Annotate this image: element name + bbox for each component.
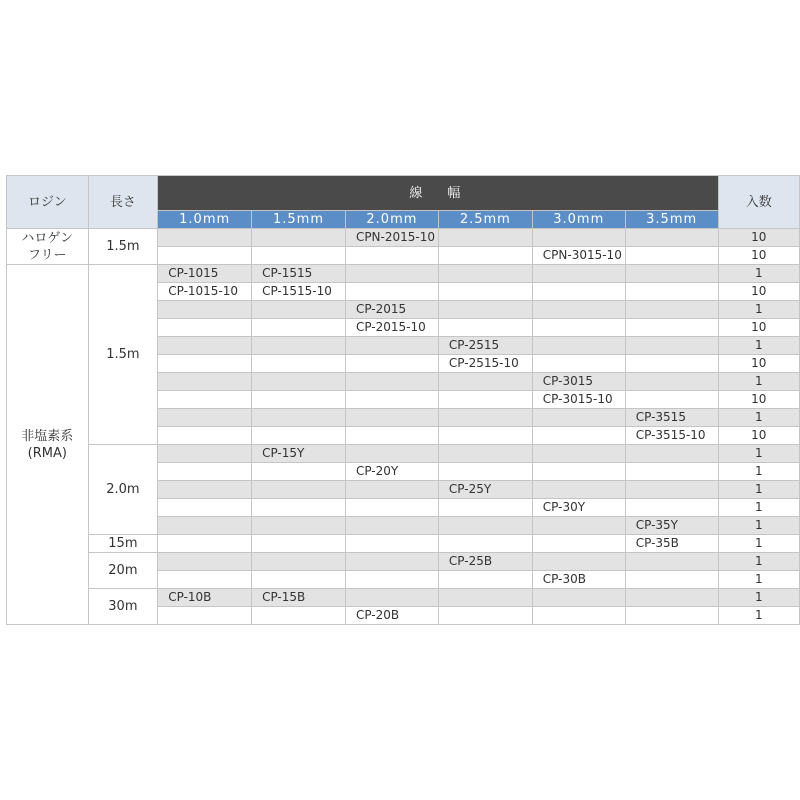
header-qty: 入数 bbox=[718, 176, 799, 229]
qty-cell: 1 bbox=[718, 301, 799, 319]
product-code-cell bbox=[345, 571, 438, 589]
product-code-cell bbox=[158, 463, 252, 481]
length-cell: 15m bbox=[88, 535, 158, 553]
qty-cell: 10 bbox=[718, 283, 799, 301]
product-code-cell: CP-3015 bbox=[532, 373, 625, 391]
product-code-cell bbox=[625, 247, 718, 265]
product-code-cell bbox=[625, 571, 718, 589]
product-code-cell bbox=[345, 247, 438, 265]
qty-cell: 1 bbox=[718, 445, 799, 463]
product-code-cell bbox=[252, 481, 346, 499]
product-code-cell bbox=[438, 571, 532, 589]
product-code-cell bbox=[625, 481, 718, 499]
product-code-cell bbox=[438, 391, 532, 409]
product-code-cell bbox=[532, 337, 625, 355]
product-code-cell bbox=[438, 445, 532, 463]
product-code-cell: CP-20B bbox=[345, 607, 438, 625]
table-body bbox=[7, 229, 800, 625]
product-code-cell bbox=[625, 265, 718, 283]
product-code-cell bbox=[158, 409, 252, 427]
product-code-cell bbox=[438, 517, 532, 535]
product-code-cell bbox=[158, 247, 252, 265]
width-header: 3.0mm bbox=[532, 211, 625, 229]
product-code-cell bbox=[532, 463, 625, 481]
header-length: 長さ bbox=[88, 176, 158, 229]
product-code-cell: CP-25B bbox=[438, 553, 532, 571]
product-code-cell bbox=[345, 481, 438, 499]
product-code-cell bbox=[252, 247, 346, 265]
product-code-cell bbox=[625, 355, 718, 373]
product-code-cell bbox=[158, 571, 252, 589]
product-code-cell bbox=[252, 373, 346, 391]
length-cell: 2.0m bbox=[88, 445, 158, 535]
qty-cell: 1 bbox=[718, 607, 799, 625]
product-code-cell bbox=[252, 463, 346, 481]
product-code-cell bbox=[252, 409, 346, 427]
table-row bbox=[7, 535, 800, 553]
product-code-cell bbox=[345, 409, 438, 427]
product-code-cell bbox=[532, 427, 625, 445]
product-code-cell bbox=[532, 265, 625, 283]
product-code-cell bbox=[438, 319, 532, 337]
table-row bbox=[7, 553, 800, 571]
product-code-cell bbox=[532, 283, 625, 301]
product-code-cell: CP-3515-10 bbox=[625, 427, 718, 445]
product-code-cell bbox=[532, 589, 625, 607]
qty-cell: 1 bbox=[718, 265, 799, 283]
table-row bbox=[7, 229, 800, 247]
qty-cell: 1 bbox=[718, 373, 799, 391]
qty-cell: 1 bbox=[718, 463, 799, 481]
product-code-cell bbox=[345, 373, 438, 391]
product-code-cell bbox=[345, 283, 438, 301]
product-code-cell bbox=[532, 553, 625, 571]
product-code-cell bbox=[625, 319, 718, 337]
product-code-cell: CP-3515 bbox=[625, 409, 718, 427]
product-code-cell bbox=[345, 553, 438, 571]
product-code-cell bbox=[252, 535, 346, 553]
product-code-cell bbox=[158, 427, 252, 445]
product-code-cell bbox=[532, 355, 625, 373]
product-code-cell: CP-35B bbox=[625, 535, 718, 553]
product-code-cell bbox=[438, 373, 532, 391]
qty-cell: 10 bbox=[718, 355, 799, 373]
product-code-cell: CP-1015-10 bbox=[158, 283, 252, 301]
product-code-cell bbox=[625, 391, 718, 409]
product-code-cell bbox=[252, 427, 346, 445]
product-code-cell bbox=[345, 391, 438, 409]
product-code-cell bbox=[158, 229, 252, 247]
product-code-cell bbox=[158, 607, 252, 625]
length-cell: 30m bbox=[88, 589, 158, 625]
qty-cell: 1 bbox=[718, 589, 799, 607]
product-code-cell bbox=[532, 301, 625, 319]
product-code-cell bbox=[625, 499, 718, 517]
product-code-cell bbox=[438, 283, 532, 301]
qty-cell: 10 bbox=[718, 319, 799, 337]
product-code-cell bbox=[438, 499, 532, 517]
width-header: 1.5mm bbox=[252, 211, 346, 229]
product-code-cell bbox=[158, 499, 252, 517]
product-code-cell bbox=[252, 301, 346, 319]
product-code-cell bbox=[625, 301, 718, 319]
rosin-group-halogen-free: ハロゲン フリー bbox=[7, 229, 89, 265]
qty-cell: 1 bbox=[718, 535, 799, 553]
width-header: 1.0mm bbox=[158, 211, 252, 229]
product-code-cell bbox=[438, 589, 532, 607]
product-code-cell bbox=[158, 553, 252, 571]
product-code-cell bbox=[345, 445, 438, 463]
product-code-cell bbox=[438, 301, 532, 319]
product-table bbox=[6, 175, 800, 625]
table-row bbox=[7, 445, 800, 463]
product-code-cell bbox=[252, 391, 346, 409]
product-code-cell bbox=[252, 337, 346, 355]
product-code-cell: CP-2515-10 bbox=[438, 355, 532, 373]
product-code-cell bbox=[532, 229, 625, 247]
product-code-cell bbox=[252, 517, 346, 535]
product-code-cell bbox=[625, 337, 718, 355]
product-code-cell bbox=[438, 463, 532, 481]
product-code-cell: CP-2515 bbox=[438, 337, 532, 355]
product-code-cell bbox=[532, 481, 625, 499]
qty-cell: 1 bbox=[718, 481, 799, 499]
product-code-cell: CP-35Y bbox=[625, 517, 718, 535]
product-code-cell: CP-30Y bbox=[532, 499, 625, 517]
header-width: 線 幅 bbox=[158, 176, 718, 211]
length-cell: 20m bbox=[88, 553, 158, 589]
product-code-cell bbox=[345, 535, 438, 553]
table-row bbox=[7, 265, 800, 283]
qty-cell: 1 bbox=[718, 553, 799, 571]
product-code-cell bbox=[345, 589, 438, 607]
product-code-cell bbox=[252, 607, 346, 625]
product-code-cell bbox=[625, 229, 718, 247]
table-row bbox=[7, 589, 800, 607]
product-code-cell bbox=[438, 229, 532, 247]
product-code-cell bbox=[532, 535, 625, 553]
product-code-cell bbox=[252, 553, 346, 571]
product-code-cell bbox=[625, 589, 718, 607]
product-code-cell bbox=[158, 535, 252, 553]
product-code-cell bbox=[438, 409, 532, 427]
product-code-cell bbox=[158, 301, 252, 319]
product-code-cell: CP-15Y bbox=[252, 445, 346, 463]
product-code-cell bbox=[158, 337, 252, 355]
product-code-cell bbox=[158, 355, 252, 373]
product-code-cell bbox=[532, 517, 625, 535]
product-code-cell bbox=[345, 499, 438, 517]
product-code-cell: CPN-2015-10 bbox=[345, 229, 438, 247]
product-code-cell: CP-1015 bbox=[158, 265, 252, 283]
product-code-cell: CPN-3015-10 bbox=[532, 247, 625, 265]
product-code-cell bbox=[345, 355, 438, 373]
qty-cell: 1 bbox=[718, 499, 799, 517]
product-code-cell: CP-2015-10 bbox=[345, 319, 438, 337]
width-header: 2.5mm bbox=[438, 211, 532, 229]
qty-cell: 1 bbox=[718, 517, 799, 535]
width-header: 2.0mm bbox=[345, 211, 438, 229]
product-code-cell bbox=[158, 373, 252, 391]
qty-cell: 10 bbox=[718, 391, 799, 409]
product-code-cell bbox=[625, 463, 718, 481]
product-code-cell bbox=[625, 373, 718, 391]
product-code-cell bbox=[438, 607, 532, 625]
qty-cell: 10 bbox=[718, 247, 799, 265]
product-code-cell bbox=[345, 265, 438, 283]
product-code-cell bbox=[158, 481, 252, 499]
product-code-cell: CP-10B bbox=[158, 589, 252, 607]
product-code-cell bbox=[158, 517, 252, 535]
product-code-cell bbox=[532, 319, 625, 337]
header-rosin: ロジン bbox=[7, 176, 89, 229]
product-code-cell bbox=[158, 391, 252, 409]
qty-cell: 1 bbox=[718, 409, 799, 427]
product-code-cell bbox=[438, 247, 532, 265]
product-code-cell bbox=[345, 517, 438, 535]
product-code-cell bbox=[625, 283, 718, 301]
product-code-cell bbox=[252, 499, 346, 517]
product-code-cell bbox=[252, 571, 346, 589]
product-code-cell bbox=[252, 229, 346, 247]
width-header: 3.5mm bbox=[625, 211, 718, 229]
product-code-cell bbox=[345, 337, 438, 355]
product-code-cell bbox=[532, 445, 625, 463]
product-code-cell bbox=[625, 445, 718, 463]
qty-cell: 1 bbox=[718, 571, 799, 589]
rosin-group-non-chloride: 非塩素系 (RMA) bbox=[7, 265, 89, 625]
product-code-cell: CP-1515 bbox=[252, 265, 346, 283]
product-code-cell bbox=[438, 265, 532, 283]
product-code-cell bbox=[158, 319, 252, 337]
product-code-cell bbox=[438, 427, 532, 445]
qty-cell: 1 bbox=[718, 337, 799, 355]
product-code-cell: CP-30B bbox=[532, 571, 625, 589]
product-code-cell bbox=[158, 445, 252, 463]
product-code-cell bbox=[625, 553, 718, 571]
product-code-cell bbox=[625, 607, 718, 625]
product-code-cell bbox=[252, 319, 346, 337]
length-cell: 1.5m bbox=[88, 229, 158, 265]
product-code-cell bbox=[252, 355, 346, 373]
product-code-cell: CP-25Y bbox=[438, 481, 532, 499]
product-code-cell bbox=[438, 535, 532, 553]
product-code-cell: CP-20Y bbox=[345, 463, 438, 481]
product-code-cell: CP-1515-10 bbox=[252, 283, 346, 301]
product-code-cell bbox=[532, 607, 625, 625]
product-code-cell: CP-3015-10 bbox=[532, 391, 625, 409]
length-cell: 1.5m bbox=[88, 265, 158, 445]
product-code-cell bbox=[532, 409, 625, 427]
product-code-cell: CP-2015 bbox=[345, 301, 438, 319]
product-code-cell: CP-15B bbox=[252, 589, 346, 607]
product-code-cell bbox=[345, 427, 438, 445]
qty-cell: 10 bbox=[718, 229, 799, 247]
qty-cell: 10 bbox=[718, 427, 799, 445]
